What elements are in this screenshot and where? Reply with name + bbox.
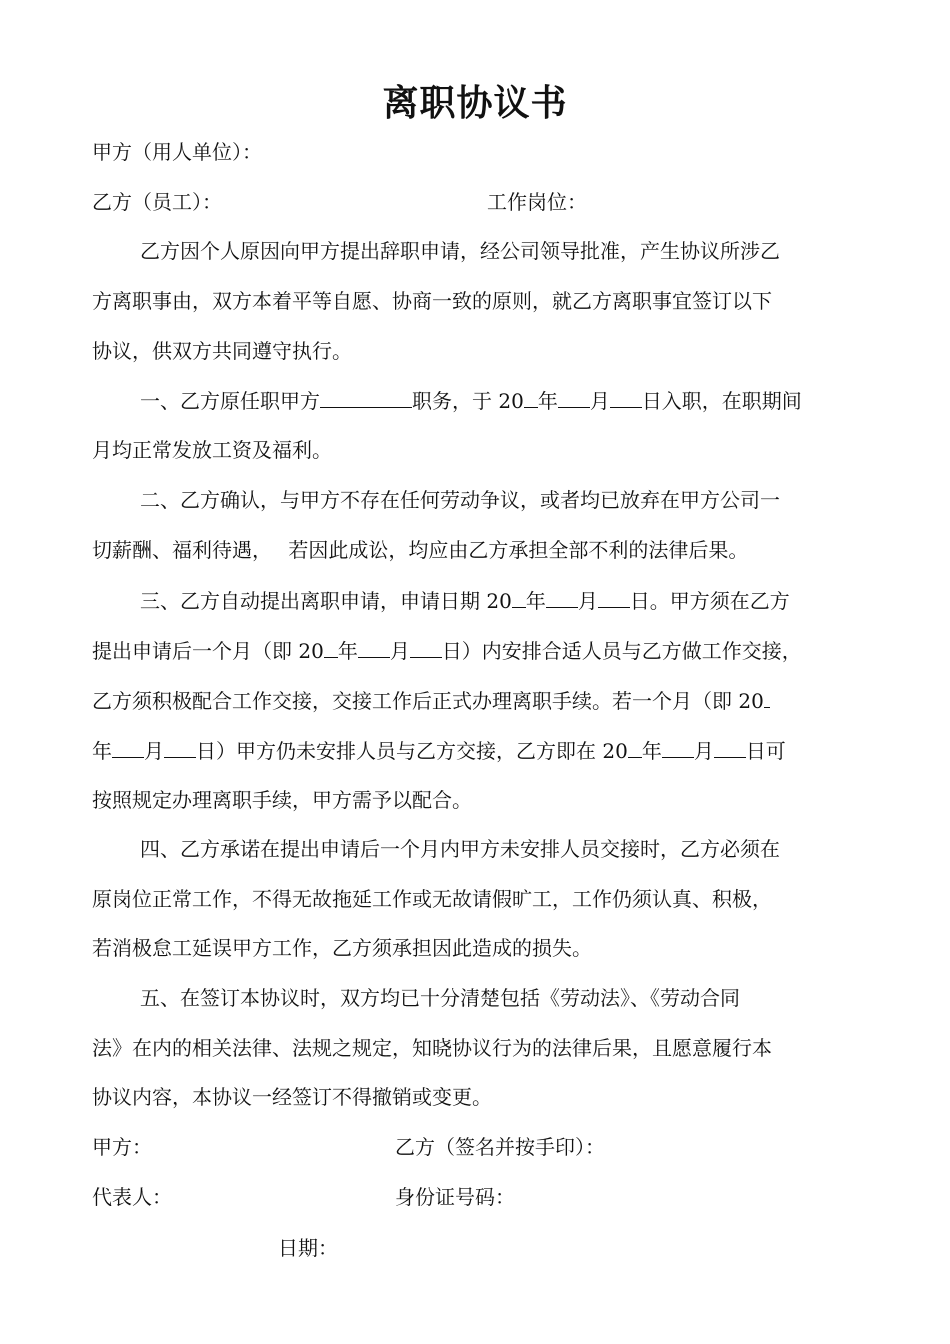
signature-party-a: 甲方： [92,1135,152,1159]
month-blank [358,635,390,658]
year-blank [512,585,526,608]
intro-line-2: 方离职事由，双方本着平等自愿、协商一致的原则，就乙方离职事宜签订以下 [92,289,772,313]
signature-date: 日期： [278,1236,338,1260]
month-blank [558,385,590,408]
intro-line-3: 协议，供双方共同遵守执行。 [92,339,352,363]
clause-3-line-3: 乙方须积极配合工作交接，交接工作后正式办理离职手续。若一个月（即 20 [92,685,770,716]
signature-party-b: 乙方（签名并按手印）： [395,1135,605,1159]
party-a-field: 甲方（用人单位）： [92,140,262,164]
clause-3-line-5: 按照规定办理离职手续，甲方需予以配合。 [92,788,472,812]
clause-4-line-2: 原岗位正常工作，不得无故拖延工作或无故请假旷工，工作仍须认真、积极， [92,887,772,911]
month-blank [112,735,144,758]
clause-4-line-1: 四、乙方承诺在提出申请后一个月内甲方未安排人员交接时，乙方必须在 [140,837,780,861]
clause-3-line-2: 提出申请后一个月（即 20 年 月 日）内安排合适人员与乙方做工作交接， [92,635,802,666]
clause-5-line-3: 协议内容，本协议一经签订不得撤销或变更。 [92,1085,492,1109]
clause-1-line-1: 一、乙方原任职甲方 职务，于 20 年 月 日入职，在职期间 [140,385,802,416]
clause-1-line-2: 月均正常发放工资及福利。 [92,438,332,462]
year-blank [324,635,338,658]
day-blank [714,735,746,758]
month-blank [662,735,694,758]
clause-4-line-3: 若消极怠工延误甲方工作，乙方须承担因此造成的损失。 [92,936,592,960]
clause-3-line-4: 年 月 日）甲方仍未安排人员与乙方交接，乙方即在 20 年 月 日可 [92,735,786,766]
day-blank [164,735,196,758]
year-blank [764,685,770,708]
position-field: 工作岗位： [487,190,587,214]
day-blank [410,635,442,658]
clause-3-line-1: 三、乙方自动提出离职申请，申请日期 20 年 月 日。甲方须在乙方 [140,585,790,616]
signature-id-number: 身份证号码： [395,1185,515,1209]
month-blank [546,585,578,608]
signature-representative: 代表人： [92,1185,172,1209]
year-blank [524,385,538,408]
clause-5-line-1: 五、在签订本协议时，双方均已十分清楚包括《劳动法》、《劳动合同 [140,986,740,1010]
job-title-blank [320,385,412,408]
intro-line-1: 乙方因个人原因向甲方提出辞职申请，经公司领导批准，产生协议所涉乙 [140,239,780,263]
clause-2-line-2: 切薪酬、福利待遇， 若因此成讼，均应由乙方承担全部不利的法律后果。 [92,538,749,562]
day-blank [598,585,630,608]
day-blank [610,385,642,408]
clause-5-line-2: 法》在内的相关法律、法规之规定，知晓协议行为的法律后果，且愿意履行本 [92,1036,772,1060]
party-b-field: 乙方（员工）： [92,190,222,214]
clause-2-line-1: 二、乙方确认，与甲方不存在任何劳动争议，或者均已放弃在甲方公司一 [140,488,780,512]
document-title: 离职协议书 [382,82,568,124]
year-blank [628,735,642,758]
